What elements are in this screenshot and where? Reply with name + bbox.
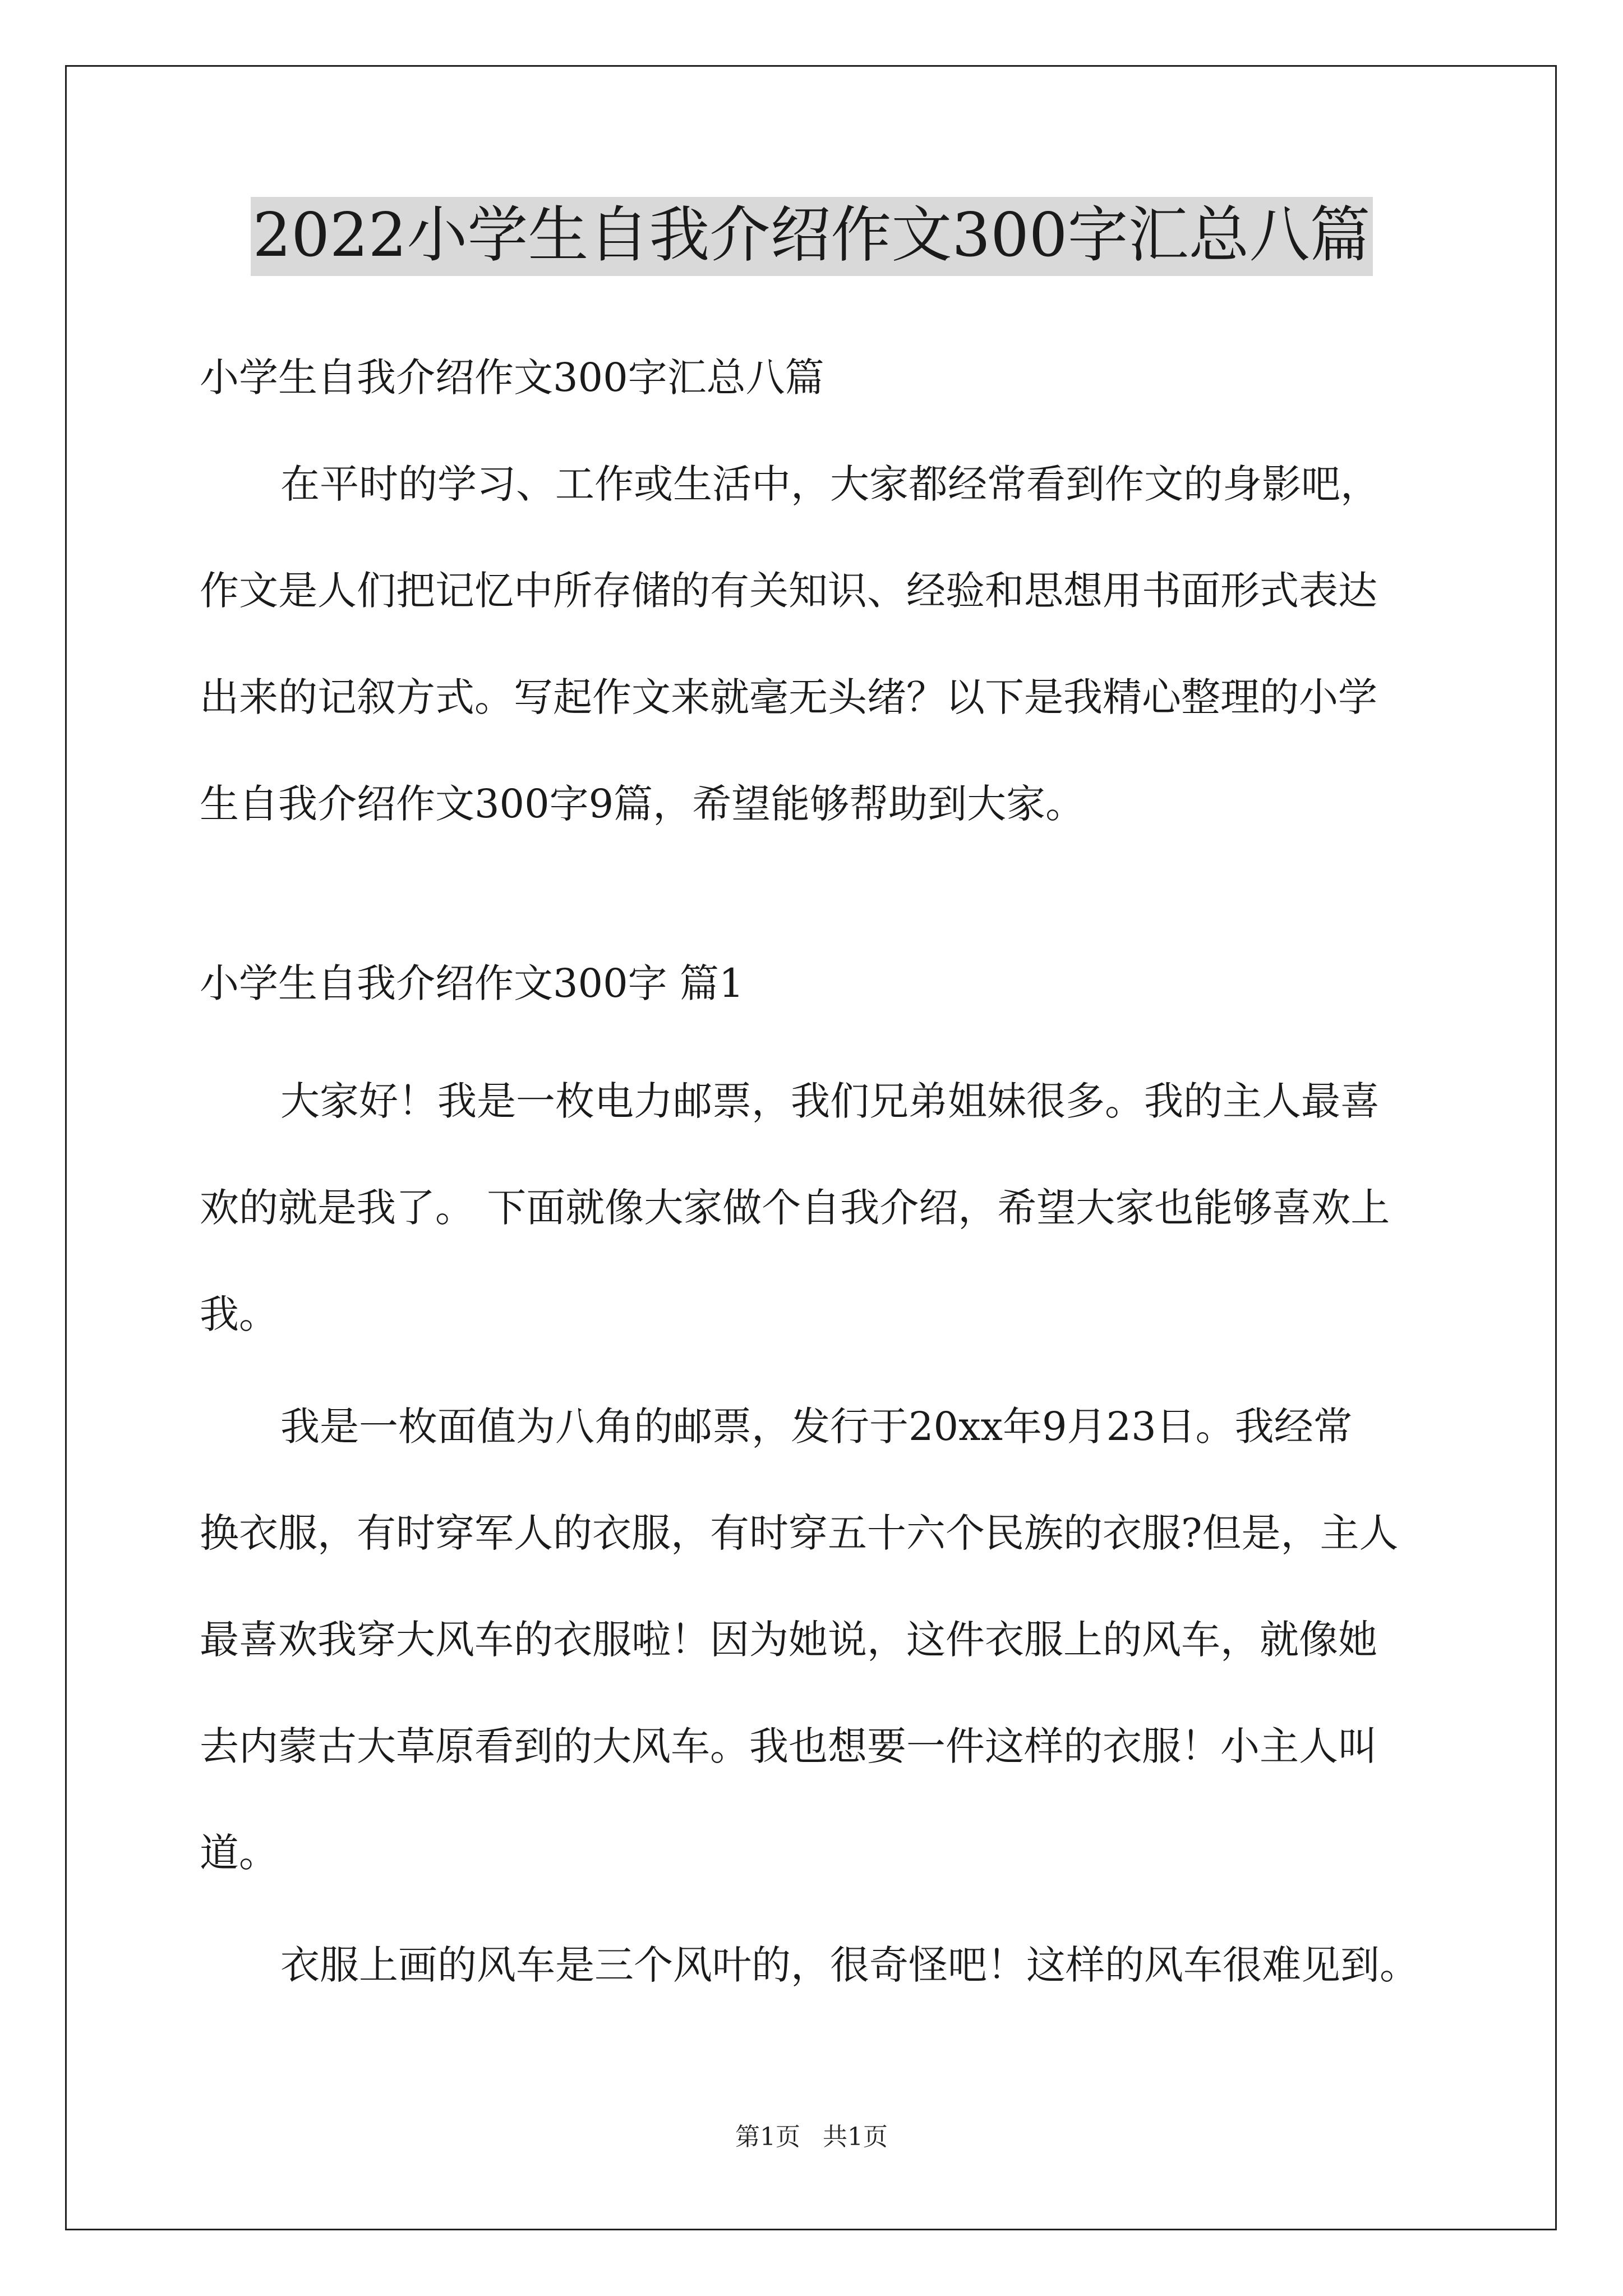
- paragraph-intro-line: 生自我介绍作文300字9篇，希望能够帮助到大家。: [200, 781, 1085, 827]
- paragraph-line: 我是一枚面值为八角的邮票，发行于20xx年9月23日。我经常: [280, 1404, 1353, 1450]
- paragraph-line: 欢的就是我了。 下面就像大家做个自我介绍，希望大家也能够喜欢上: [200, 1185, 1390, 1231]
- paragraph-line: 我。: [200, 1291, 278, 1337]
- paragraph-intro-line: 出来的记叙方式。写起作文来就毫无头绪？以下是我精心整理的小学: [200, 674, 1377, 720]
- page-footer: [0, 2120, 1623, 2154]
- section-heading-1: 小学生自我介绍作文300字 篇1: [200, 960, 744, 1006]
- paragraph-subtitle-line: 小学生自我介绍作文300字汇总八篇: [200, 355, 824, 401]
- document-title-text: 2022小学生自我介绍作文300字汇总八篇: [251, 197, 1373, 276]
- page-number-current: 第1页: [735, 2123, 800, 2151]
- paragraph-line: 换衣服，有时穿军人的衣服，有时穿五十六个民族的衣服?但是，主人: [200, 1510, 1399, 1556]
- paragraph-line: 衣服上画的风车是三个风叶的，很奇怪吧！这样的风车很难见到。: [280, 1942, 1419, 1988]
- document-title: [0, 196, 1623, 275]
- paragraph-intro-line: 作文是人们把记忆中所存储的有关知识、经验和思想用书面形式表达: [200, 568, 1377, 614]
- paragraph-line: 道。: [200, 1830, 278, 1876]
- paragraph-line: 去内蒙古大草原看到的大风车。我也想要一件这样的衣服！小主人叫: [200, 1723, 1377, 1769]
- paragraph-intro-line: 在平时的学习、工作或生活中，大家都经常看到作文的身影吧，: [280, 461, 1380, 507]
- paragraph-line: 大家好！我是一枚电力邮票，我们兄弟姐妹很多。我的主人最喜: [280, 1078, 1380, 1124]
- page-number-total: 共1页: [823, 2123, 888, 2151]
- paragraph-line: 最喜欢我穿大风车的衣服啦！因为她说，这件衣服上的风车，就像她: [200, 1617, 1377, 1663]
